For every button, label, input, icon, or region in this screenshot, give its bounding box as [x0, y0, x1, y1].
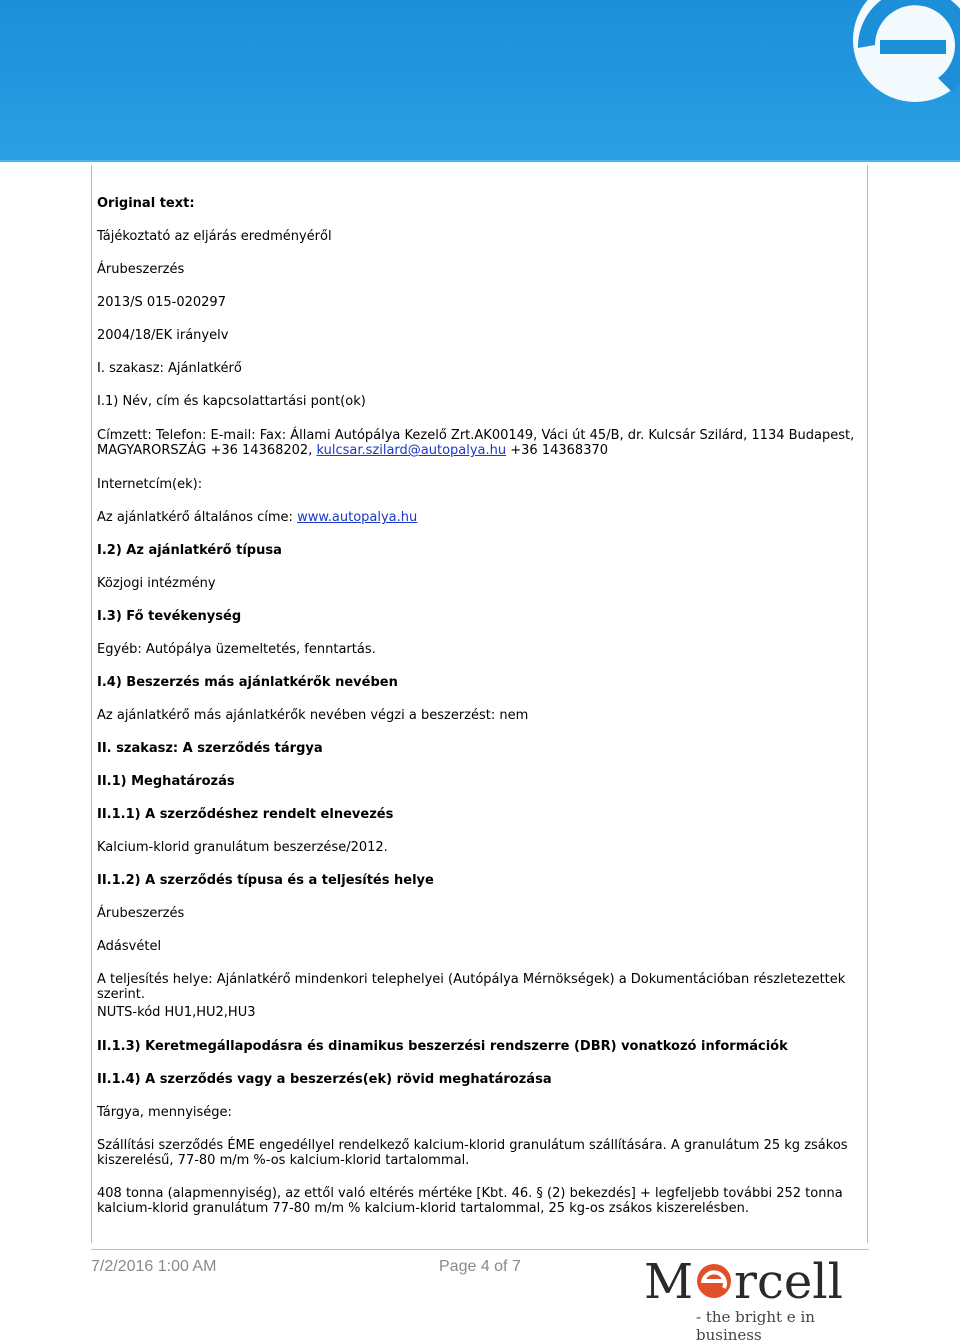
page-frame-right	[867, 165, 868, 1243]
section-heading: I.2) Az ajánlatkérő típusa	[97, 543, 282, 558]
body-text: A teljesítés helye: Ajánlatkérő mindenkori telephelyei (Autópálya Mérnökségek) a Dokumentációban részletezettek szerint.	[97, 972, 846, 1002]
directive: 2004/18/EK irányelv	[97, 328, 229, 343]
body-text: Árubeszerzés	[97, 906, 185, 921]
footer-page-number: Page 4 of 7	[439, 1258, 521, 1275]
section-heading: II.1.2) A szerződés típusa és a teljesítés helye	[97, 873, 434, 888]
body-text: NUTS-kód HU1,HU2,HU3	[97, 1005, 256, 1020]
general-address-label: Az ajánlatkérő általános címe:	[97, 510, 298, 525]
doc-title: Tájékoztató az eljárás eredményéről	[97, 229, 332, 244]
email-link[interactable]: kulcsar.szilard@autopalya.hu	[316, 443, 507, 458]
original-text-heading: Original text:	[97, 196, 195, 211]
section-heading: I.3) Fő tevékenység	[97, 609, 242, 624]
contact-text: Címzett: Telefon: E-mail: Fax: Állami Autópálya Kezelő Zrt.AK00149, Váci út 45/B, dr. Kulcsár Szilárd, 1134 Budapest, MAGYARORSZÁG +36 14368202,	[97, 428, 855, 458]
section-heading: I.4) Beszerzés más ajánlatkérők nevében	[97, 675, 398, 690]
section-heading: II.1.4) A szerződés vagy a beszerzés(ek) rövid meghatározása	[97, 1072, 552, 1087]
svg-text:rcell: rcell	[734, 1254, 843, 1310]
brand-e-logo-icon	[820, 0, 960, 125]
general-address	[97, 510, 857, 525]
body-text: Szállítási szerződés ÉME engedéllyel rendelkező kalcium-klorid granulátum szállítására. A granulátum 25 kg zsákos kiszerelésű, 77-80 m/m %-os kalcium-klorid tartalommal.	[97, 1138, 848, 1168]
body-text: Kalcium-klorid granulátum beszerzése/2012.	[97, 840, 388, 855]
body-text: Az ajánlatkérő más ajánlatkérők nevében végzi a beszerzést: nem	[97, 708, 529, 723]
page-frame-left	[91, 165, 92, 1243]
body-text: 408 tonna (alapmennyiség), az ettől való eltérés mértéke [Kbt. 46. § (2) bekezdés] + legfeljebb további 252 tonna kalcium-klorid granulátum 77-80 m/m % kalcium-klorid tartalommal, 25 kg-os zsákos kiszerelésben.	[97, 1186, 843, 1216]
body-text: Adásvétel	[97, 939, 162, 954]
contact-fax: +36 14368370	[506, 443, 609, 458]
header-banner	[0, 0, 960, 162]
internet-label: Internetcím(ek):	[97, 477, 203, 492]
body-text: Egyéb: Autópálya üzemeltetés, fenntartás.	[97, 642, 376, 657]
section-heading: II.1.1) A szerződéshez rendelt elnevezés	[97, 807, 394, 822]
body-text: Közjogi intézmény	[97, 576, 216, 591]
section-heading: I. szakasz: Ajánlatkérő	[97, 361, 242, 376]
body-text: Tárgya, mennyisége:	[97, 1105, 232, 1120]
section-heading: II. szakasz: A szerződés tárgya	[97, 741, 323, 756]
section-heading: II.1.3) Keretmegállapodásra és dinamikus beszerzési rendszerre (DBR) vonatkozó információk	[97, 1039, 788, 1054]
website-link[interactable]: www.autopalya.hu	[297, 510, 418, 525]
footer-date: 7/2/2016 1:00 AM	[91, 1258, 217, 1275]
svg-text:M: M	[644, 1254, 694, 1310]
section-heading: I.1) Név, cím és kapcsolattartási pont(ok)	[97, 394, 366, 409]
brand-logo	[644, 1250, 864, 1344]
contact-paragraph	[97, 428, 857, 458]
procurement-type: Árubeszerzés	[97, 262, 185, 277]
notice-number: 2013/S 015-020297	[97, 295, 226, 310]
brand-tagline: - the bright e in business	[696, 1308, 815, 1344]
section-heading: II.1) Meghatározás	[97, 774, 235, 789]
